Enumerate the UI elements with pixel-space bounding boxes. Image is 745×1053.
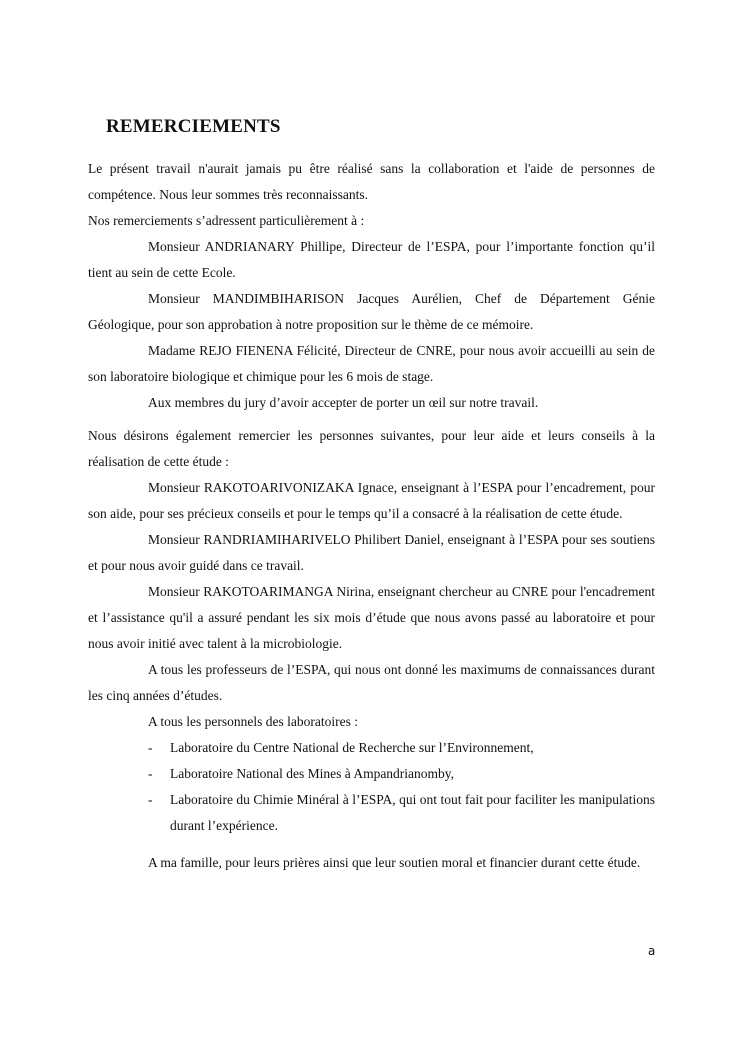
list-item-text: Laboratoire National des Mines à Ampandrianomby, bbox=[170, 766, 455, 781]
list-item bbox=[88, 761, 655, 787]
paragraph-professeurs: A tous les professeurs de l’ESPA, qui nous ont donné les maximums de connaissances durant les cinq années d’études. bbox=[88, 662, 655, 703]
list-item bbox=[88, 787, 655, 839]
list-item-text: Laboratoire du Chimie Minéral à l’ESPA, qui ont tout fait pour faciliter les manipulations durant l’expérience. bbox=[170, 792, 655, 833]
laboratories-list bbox=[88, 735, 655, 839]
paragraph-rejo: Madame REJO FIENENA Félicité, Directeur de CNRE, pour nous avoir accueilli au sein de son laboratoire biologique et chimique pour les 6 mois de stage. bbox=[88, 343, 655, 384]
list-dash: - bbox=[148, 740, 153, 755]
acknowledgements-body bbox=[88, 156, 655, 876]
list-dash: - bbox=[148, 792, 153, 807]
page-number: a bbox=[648, 944, 656, 958]
paragraph-rakotoarivonizaka: Monsieur RAKOTOARIVONIZAKA Ignace, enseignant à l’ESPA pour l’encadrement, pour son aide, pour ses précieux conseils et pour le temps qu’il a consacré à la réalisation de cette étude. bbox=[88, 480, 655, 521]
paragraph-rakotoarimanga: Monsieur RAKOTOARIMANGA Nirina, enseignant chercheur au CNRE pour l'encadrement et l’assistance qu'il a assuré pendant les six mois d’étude que nous avons passé au laboratoire et pour nous avoir initié avec talent à la microbiologie. bbox=[88, 584, 655, 651]
paragraph-famille: A ma famille, pour leurs prières ainsi que leur soutien moral et financier durant cette étude. bbox=[148, 855, 641, 870]
paragraph-intro: Le présent travail n'aurait jamais pu être réalisé sans la collaboration et l'aide de personnes de compétence. Nous leur sommes très reconnaissants. bbox=[88, 161, 655, 202]
list-dash: - bbox=[148, 766, 153, 781]
paragraph-randriamiharivelo: Monsieur RANDRIAMIHARIVELO Philibert Daniel, enseignant à l’ESPA pour ses soutiens et pour nous avoir guidé dans ce travail. bbox=[88, 532, 655, 573]
paragraph-personnels: A tous les personnels des laboratoires : bbox=[148, 714, 358, 729]
page-title: REMERCIEMENTS bbox=[106, 116, 281, 137]
paragraph-mandimbiharison: Monsieur MANDIMBIHARISON Jacques Aurélien, Chef de Département Génie Géologique, pour son approbation à notre proposition sur le thème de ce mémoire. bbox=[88, 291, 655, 332]
paragraph-jury: Aux membres du jury d’avoir accepter de porter un œil sur notre travail. bbox=[148, 395, 539, 410]
paragraph-desire: Nous désirons également remercier les personnes suivantes, pour leur aide et leurs conseils à la réalisation de cette étude : bbox=[88, 428, 655, 469]
list-item-text: Laboratoire du Centre National de Recherche sur l’Environnement, bbox=[170, 740, 534, 755]
paragraph-address: Nos remerciements s’adressent particulièrement à : bbox=[88, 213, 365, 228]
list-item bbox=[88, 735, 655, 761]
paragraph-andrianary: Monsieur ANDRIANARY Phillipe, Directeur de l’ESPA, pour l’importante fonction qu’il tient au sein de cette Ecole. bbox=[88, 239, 655, 280]
